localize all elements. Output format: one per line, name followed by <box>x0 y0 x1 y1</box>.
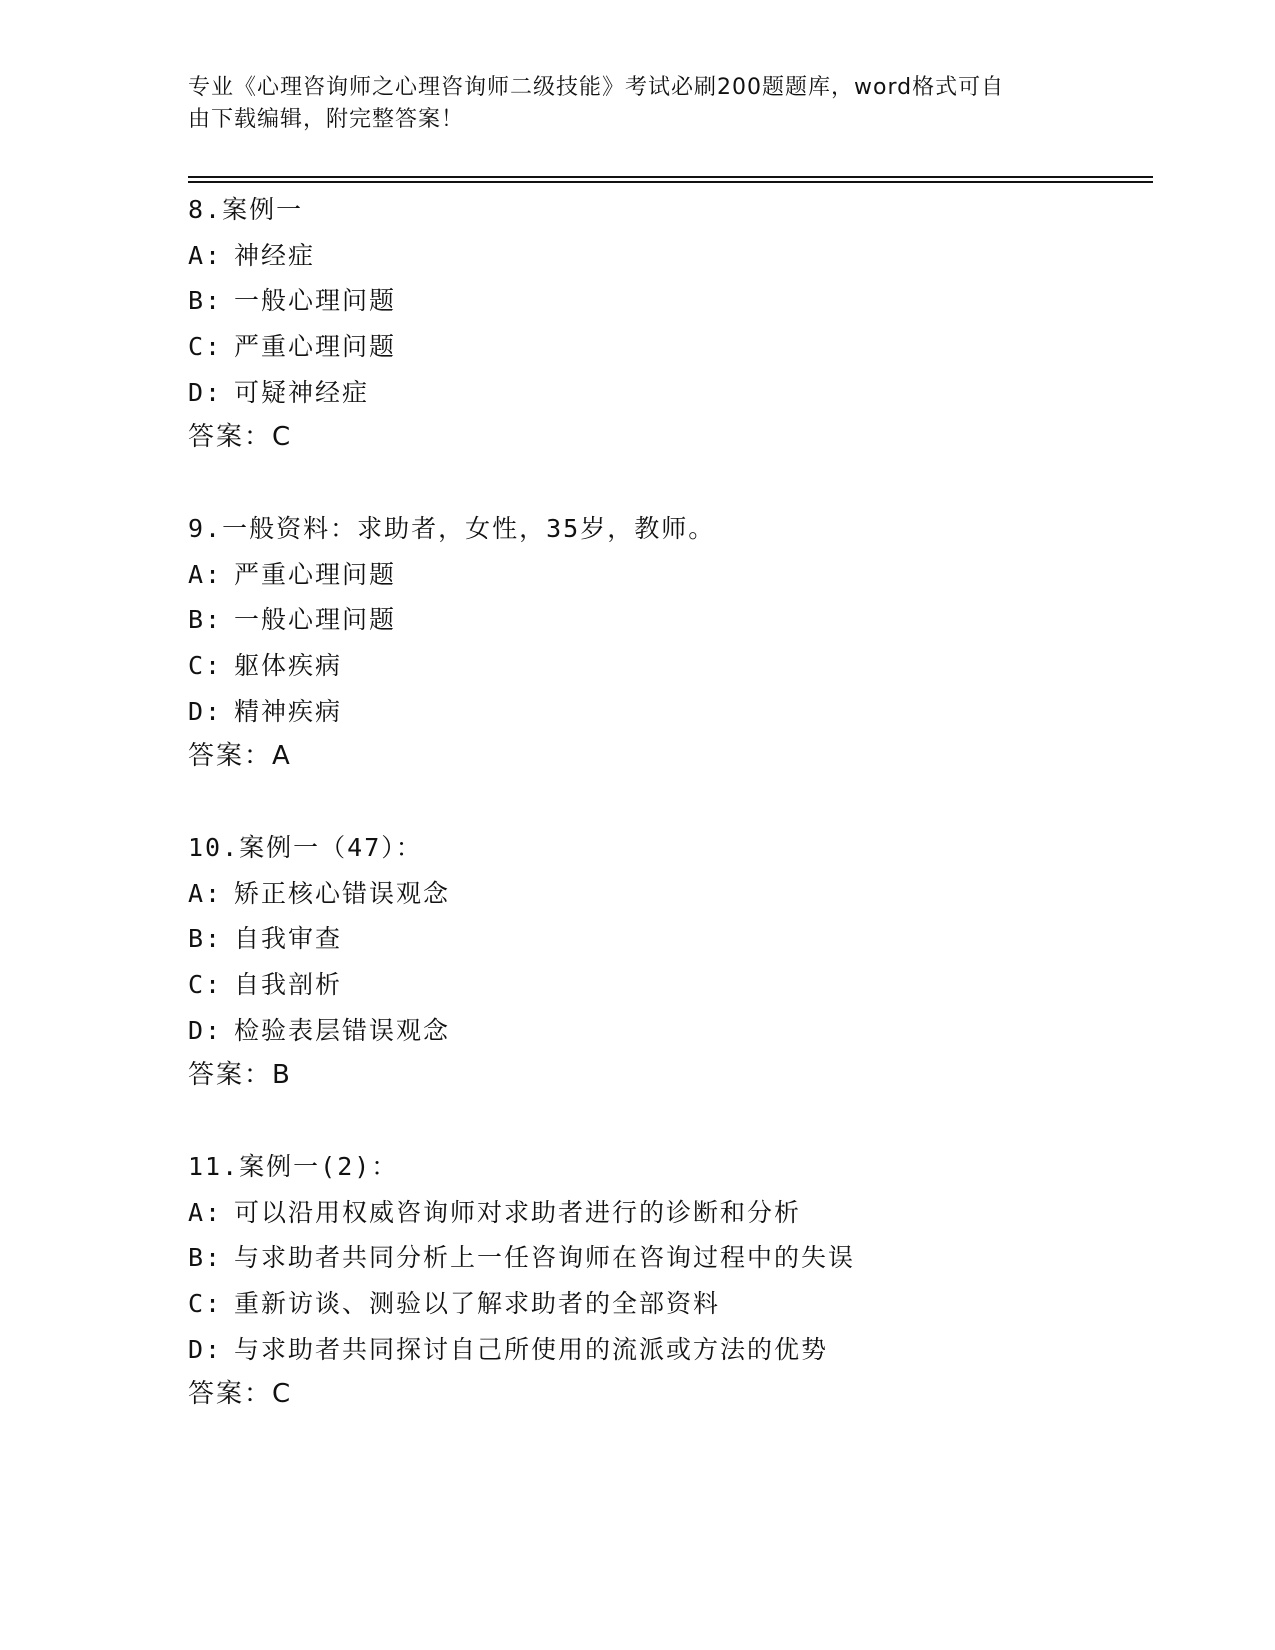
question-block <box>188 1144 1168 1418</box>
header-line-2: 由下载编辑，附完整答案！ <box>188 107 465 132</box>
option-text: 精神疾病 <box>234 696 343 726</box>
option-key: A: <box>188 559 223 589</box>
option-a <box>188 871 1168 917</box>
question-title: 8.案例一 <box>188 195 304 224</box>
header-line-1: 专业《心理咨询师之心理咨询师二级技能》考试必刷200题题库，word格式可自 <box>188 75 1005 100</box>
option-text: 可疑神经症 <box>234 377 370 407</box>
option-b <box>188 278 1168 324</box>
option-key: D: <box>188 1015 223 1045</box>
option-key: B: <box>188 605 223 635</box>
option-key: A: <box>188 878 223 908</box>
option-text: 一般心理问题 <box>234 286 397 316</box>
option-b <box>188 916 1168 962</box>
option-key: D: <box>188 1334 223 1364</box>
option-text: 与求助者共同分析上一任咨询师在咨询过程中的失误 <box>234 1243 856 1273</box>
option-a <box>188 1190 1168 1236</box>
question-block <box>188 187 1168 461</box>
option-key: B: <box>188 286 223 316</box>
option-d <box>188 370 1168 416</box>
question-block <box>188 825 1168 1099</box>
answer-line: 答案：B <box>188 1060 292 1091</box>
option-key: C: <box>188 332 223 362</box>
option-a <box>188 233 1168 279</box>
option-text: 矫正核心错误观念 <box>234 878 451 908</box>
option-text: 重新访谈、测验以了解求助者的全部资料 <box>234 1289 721 1319</box>
question-title: 10.案例一（47）： <box>188 833 423 862</box>
answer-line: 答案：C <box>188 1379 293 1410</box>
option-b <box>188 1235 1168 1281</box>
option-c <box>188 324 1168 370</box>
option-text: 自我审查 <box>234 924 343 954</box>
header-rule-top <box>188 176 1153 178</box>
document-header <box>188 72 1068 136</box>
option-text: 躯体疾病 <box>234 651 343 681</box>
option-key: A: <box>188 1197 223 1227</box>
option-c <box>188 1281 1168 1327</box>
option-text: 严重心理问题 <box>234 332 397 362</box>
option-text: 与求助者共同探讨自己所使用的流派或方法的优势 <box>234 1334 829 1364</box>
answer-line: 答案：C <box>188 422 293 453</box>
option-key: C: <box>188 970 223 1000</box>
option-c <box>188 643 1168 689</box>
option-text: 可以沿用权威咨询师对求助者进行的诊断和分析 <box>234 1197 802 1227</box>
option-a <box>188 552 1168 598</box>
option-key: A: <box>188 240 223 270</box>
option-d <box>188 1008 1168 1054</box>
option-text: 一般心理问题 <box>234 605 397 635</box>
option-key: D: <box>188 696 223 726</box>
option-text: 神经症 <box>234 240 316 270</box>
header-rule-bottom <box>188 181 1153 183</box>
option-key: C: <box>188 1289 223 1319</box>
option-text: 检验表层错误观念 <box>234 1015 451 1045</box>
question-title: 9.一般资料：求助者，女性，35岁，教师。 <box>188 514 716 543</box>
answer-line: 答案：A <box>188 741 292 772</box>
option-c <box>188 962 1168 1008</box>
option-text: 自我剖析 <box>234 970 343 1000</box>
option-d <box>188 689 1168 735</box>
option-b <box>188 597 1168 643</box>
option-key: C: <box>188 651 223 681</box>
question-block <box>188 506 1168 780</box>
option-key: B: <box>188 924 223 954</box>
option-d <box>188 1327 1168 1373</box>
option-key: B: <box>188 1243 223 1273</box>
option-key: D: <box>188 377 223 407</box>
option-text: 严重心理问题 <box>234 559 397 589</box>
question-title: 11.案例一(2)： <box>188 1152 399 1181</box>
